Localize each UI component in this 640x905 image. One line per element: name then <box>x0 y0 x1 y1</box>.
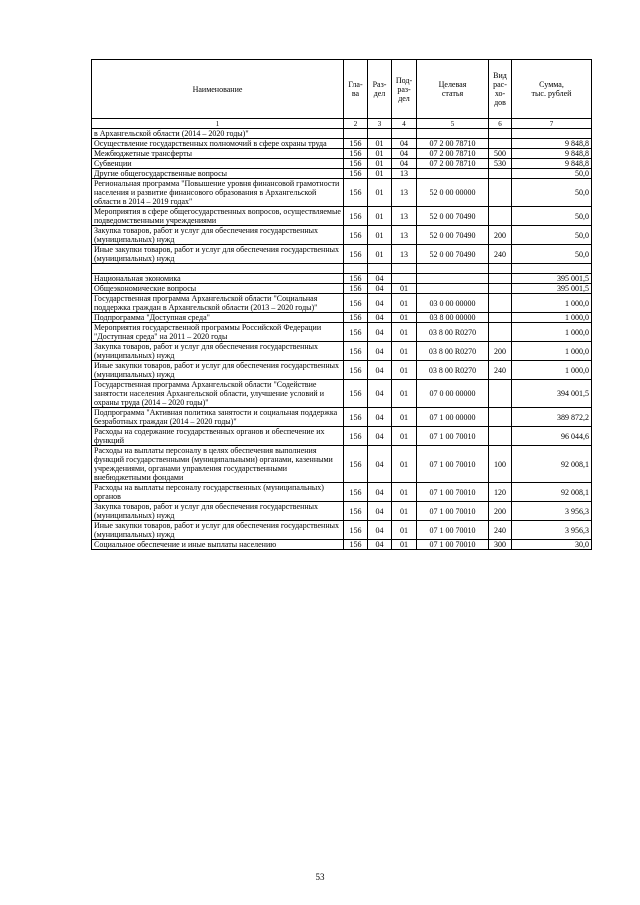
row-section <box>368 264 392 274</box>
row-expense-type: 240 <box>489 245 512 264</box>
row-section: 04 <box>368 361 392 380</box>
budget-table <box>91 59 592 550</box>
row-subsection: 01 <box>392 323 417 342</box>
row-section: 04 <box>368 294 392 313</box>
table-row <box>92 274 592 284</box>
row-name: Закупка товаров, работ и услуг для обеспечения государственных (муниципальных) нужд <box>92 342 344 361</box>
row-chapter: 156 <box>344 521 368 540</box>
row-subsection <box>392 264 417 274</box>
row-target-article <box>417 264 489 274</box>
row-subsection: 01 <box>392 313 417 323</box>
row-target-article: 03 0 00 00000 <box>417 294 489 313</box>
row-target-article: 07 1 00 70010 <box>417 427 489 446</box>
row-expense-type: 240 <box>489 361 512 380</box>
row-sum: 9 848,8 <box>512 149 592 159</box>
row-section: 01 <box>368 207 392 226</box>
table-row <box>92 226 592 245</box>
header-sum: Сумма, тыс. рублей <box>512 60 592 119</box>
column-number: 2 <box>344 119 368 129</box>
row-subsection: 13 <box>392 179 417 207</box>
row-section: 04 <box>368 408 392 427</box>
row-section: 04 <box>368 323 392 342</box>
row-chapter: 156 <box>344 446 368 483</box>
row-sum: 1 000,0 <box>512 342 592 361</box>
table-row <box>92 408 592 427</box>
row-name: Закупка товаров, работ и услуг для обеспечения государственных (муниципальных) нужд <box>92 226 344 245</box>
row-sum: 96 044,6 <box>512 427 592 446</box>
row-chapter: 156 <box>344 323 368 342</box>
row-name: Региональная программа "Повышение уровня финансовой грамотности населения и развитие финансового образования в Архангельской области в 2014 – 2019 годах" <box>92 179 344 207</box>
row-expense-type: 240 <box>489 521 512 540</box>
row-subsection: 01 <box>392 521 417 540</box>
row-target-article: 52 0 00 70490 <box>417 226 489 245</box>
row-sum: 50,0 <box>512 179 592 207</box>
row-expense-type <box>489 313 512 323</box>
row-name: Мероприятия государственной программы Российской Федерации "Доступная среда" на 2011 – 2020 годы <box>92 323 344 342</box>
row-target-article: 07 1 00 70010 <box>417 446 489 483</box>
row-subsection: 04 <box>392 139 417 149</box>
row-sum: 50,0 <box>512 226 592 245</box>
column-number: 7 <box>512 119 592 129</box>
row-name: Подпрограмма "Доступная среда" <box>92 313 344 323</box>
row-target-article: 07 1 00 00000 <box>417 408 489 427</box>
table-row <box>92 139 592 149</box>
row-target-article: 03 8 00 R0270 <box>417 323 489 342</box>
row-name: Иные закупки товаров, работ и услуг для обеспечения государственных (муниципальных) нужд <box>92 361 344 380</box>
column-number-row <box>92 119 592 129</box>
row-section: 01 <box>368 149 392 159</box>
row-target-article: 07 2 00 78710 <box>417 139 489 149</box>
row-chapter: 156 <box>344 427 368 446</box>
row-chapter: 156 <box>344 226 368 245</box>
row-chapter <box>344 264 368 274</box>
table-row <box>92 342 592 361</box>
row-sum: 9 848,8 <box>512 159 592 169</box>
row-sum: 92 008,1 <box>512 446 592 483</box>
table-row <box>92 284 592 294</box>
row-section: 01 <box>368 179 392 207</box>
table-header-row <box>92 60 592 119</box>
row-name: Межбюджетные трансферты <box>92 149 344 159</box>
table-row <box>92 129 592 139</box>
row-expense-type: 100 <box>489 446 512 483</box>
row-name: Расходы на выплаты персоналу государственных (муниципальных) органов <box>92 483 344 502</box>
row-name: Социальное обеспечение и иные выплаты населению <box>92 540 344 550</box>
table-row <box>92 380 592 408</box>
row-expense-type <box>489 207 512 226</box>
row-chapter: 156 <box>344 313 368 323</box>
table-row <box>92 313 592 323</box>
row-name: Расходы на выплаты персоналу в целях обеспечения выполнения функций государственными (муниципальными) органами, казенными учреждениями, органами управления государственными внебюджетными фондами <box>92 446 344 483</box>
table-row <box>92 294 592 313</box>
row-expense-type: 300 <box>489 540 512 550</box>
table-row <box>92 149 592 159</box>
table-row <box>92 159 592 169</box>
table-row <box>92 207 592 226</box>
header-section: Раз- дел <box>368 60 392 119</box>
row-section <box>368 129 392 139</box>
table-body <box>92 129 592 550</box>
row-target-article <box>417 274 489 284</box>
row-target-article: 07 2 00 78710 <box>417 159 489 169</box>
row-sum: 9 848,8 <box>512 139 592 149</box>
row-section: 01 <box>368 159 392 169</box>
row-chapter <box>344 129 368 139</box>
row-sum: 389 872,2 <box>512 408 592 427</box>
row-chapter: 156 <box>344 149 368 159</box>
row-chapter: 156 <box>344 502 368 521</box>
row-chapter: 156 <box>344 284 368 294</box>
row-chapter: 156 <box>344 361 368 380</box>
row-expense-type <box>489 427 512 446</box>
budget-document-page <box>91 59 591 550</box>
row-subsection: 01 <box>392 483 417 502</box>
row-chapter: 156 <box>344 483 368 502</box>
table-row <box>92 521 592 540</box>
table-row <box>92 179 592 207</box>
row-chapter: 156 <box>344 169 368 179</box>
row-name: Субвенции <box>92 159 344 169</box>
row-section: 01 <box>368 226 392 245</box>
row-name: в Архангельской области (2014 – 2020 годы)" <box>92 129 344 139</box>
row-sum: 395 001,5 <box>512 274 592 284</box>
column-number: 4 <box>392 119 417 129</box>
table-row <box>92 323 592 342</box>
row-target-article: 07 0 00 00000 <box>417 380 489 408</box>
row-section: 04 <box>368 427 392 446</box>
table-row <box>92 483 592 502</box>
row-name: Национальная экономика <box>92 274 344 284</box>
table-row <box>92 361 592 380</box>
row-expense-type <box>489 380 512 408</box>
row-target-article <box>417 169 489 179</box>
row-subsection: 01 <box>392 502 417 521</box>
row-target-article: 03 8 00 R0270 <box>417 342 489 361</box>
table-row <box>92 264 592 274</box>
row-target-article: 03 8 00 00000 <box>417 313 489 323</box>
header-target: Целевая статья <box>417 60 489 119</box>
row-subsection <box>392 129 417 139</box>
row-chapter: 156 <box>344 408 368 427</box>
row-section: 04 <box>368 284 392 294</box>
row-expense-type <box>489 408 512 427</box>
row-sum: 1 000,0 <box>512 313 592 323</box>
row-sum: 394 001,5 <box>512 380 592 408</box>
row-chapter: 156 <box>344 342 368 361</box>
row-expense-type <box>489 179 512 207</box>
row-expense-type <box>489 139 512 149</box>
row-section: 04 <box>368 483 392 502</box>
row-subsection: 13 <box>392 207 417 226</box>
row-name: Государственная программа Архангельской области "Социальная поддержка граждан в Архангельской области (2013 – 2020 годы)" <box>92 294 344 313</box>
row-sum <box>512 264 592 274</box>
row-expense-type <box>489 264 512 274</box>
row-sum: 30,0 <box>512 540 592 550</box>
row-subsection: 01 <box>392 342 417 361</box>
row-sum <box>512 129 592 139</box>
row-subsection: 01 <box>392 427 417 446</box>
row-subsection: 01 <box>392 446 417 483</box>
row-name <box>92 264 344 274</box>
row-sum: 50,0 <box>512 169 592 179</box>
row-expense-type <box>489 323 512 342</box>
row-subsection: 01 <box>392 294 417 313</box>
row-subsection: 04 <box>392 149 417 159</box>
row-chapter: 156 <box>344 380 368 408</box>
row-target-article: 52 0 00 00000 <box>417 179 489 207</box>
row-name: Подпрограмма "Активная политика занятости и социальная поддержка безработных граждан (2014 – 2020 годы)" <box>92 408 344 427</box>
row-name: Государственная программа Архангельской области "Содействие занятости населения Архангельской области, улучшение условий и охраны труда (2014 – 2020 годы)" <box>92 380 344 408</box>
row-sum: 1 000,0 <box>512 361 592 380</box>
row-subsection: 01 <box>392 361 417 380</box>
row-target-article: 52 0 00 70490 <box>417 207 489 226</box>
page-number: 53 <box>315 872 325 882</box>
row-chapter: 156 <box>344 274 368 284</box>
table-row <box>92 540 592 550</box>
row-expense-type <box>489 169 512 179</box>
header-chapter: Гла- ва <box>344 60 368 119</box>
row-section: 01 <box>368 169 392 179</box>
row-expense-type: 200 <box>489 342 512 361</box>
row-section: 04 <box>368 446 392 483</box>
column-number: 1 <box>92 119 344 129</box>
row-subsection: 01 <box>392 380 417 408</box>
row-section: 04 <box>368 380 392 408</box>
row-name: Иные закупки товаров, работ и услуг для обеспечения государственных (муниципальных) нужд <box>92 521 344 540</box>
row-subsection: 13 <box>392 169 417 179</box>
row-expense-type <box>489 284 512 294</box>
row-subsection <box>392 274 417 284</box>
row-chapter: 156 <box>344 179 368 207</box>
table-row <box>92 427 592 446</box>
row-target-article: 07 1 00 70010 <box>417 521 489 540</box>
row-subsection: 01 <box>392 284 417 294</box>
row-subsection: 01 <box>392 408 417 427</box>
header-name: Наименование <box>92 60 344 119</box>
row-expense-type: 500 <box>489 149 512 159</box>
row-section: 04 <box>368 313 392 323</box>
row-sum: 395 001,5 <box>512 284 592 294</box>
column-number: 3 <box>368 119 392 129</box>
row-subsection: 13 <box>392 245 417 264</box>
row-subsection: 01 <box>392 540 417 550</box>
row-chapter: 156 <box>344 294 368 313</box>
row-sum: 3 956,3 <box>512 502 592 521</box>
row-section: 01 <box>368 245 392 264</box>
row-expense-type <box>489 129 512 139</box>
row-expense-type: 120 <box>489 483 512 502</box>
row-section: 04 <box>368 342 392 361</box>
row-section: 04 <box>368 521 392 540</box>
row-chapter: 156 <box>344 139 368 149</box>
row-target-article <box>417 284 489 294</box>
row-section: 04 <box>368 274 392 284</box>
row-subsection: 13 <box>392 226 417 245</box>
row-chapter: 156 <box>344 245 368 264</box>
row-expense-type <box>489 294 512 313</box>
table-row <box>92 446 592 483</box>
row-subsection: 04 <box>392 159 417 169</box>
row-sum: 3 956,3 <box>512 521 592 540</box>
row-target-article: 03 8 00 R0270 <box>417 361 489 380</box>
row-section: 04 <box>368 540 392 550</box>
row-name: Расходы на содержание государственных органов и обеспечение их функций <box>92 427 344 446</box>
row-chapter: 156 <box>344 540 368 550</box>
row-target-article: 07 1 00 70010 <box>417 540 489 550</box>
row-name: Другие общегосударственные вопросы <box>92 169 344 179</box>
row-expense-type: 200 <box>489 502 512 521</box>
table-row <box>92 245 592 264</box>
column-number: 6 <box>489 119 512 129</box>
row-sum: 1 000,0 <box>512 323 592 342</box>
row-expense-type: 200 <box>489 226 512 245</box>
row-section: 01 <box>368 139 392 149</box>
table-row <box>92 502 592 521</box>
row-sum: 50,0 <box>512 207 592 226</box>
row-name: Общеэкономические вопросы <box>92 284 344 294</box>
row-section: 04 <box>368 502 392 521</box>
row-target-article: 07 2 00 78710 <box>417 149 489 159</box>
header-expense-type: Вид рас- хо- дов <box>489 60 512 119</box>
row-name: Мероприятия в сфере общегосударственных вопросов, осуществляемые подведомственными учреждениями <box>92 207 344 226</box>
table-row <box>92 169 592 179</box>
row-target-article: 52 0 00 70490 <box>417 245 489 264</box>
header-subsection: Под- раз- дел <box>392 60 417 119</box>
column-number: 5 <box>417 119 489 129</box>
row-chapter: 156 <box>344 207 368 226</box>
row-target-article: 07 1 00 70010 <box>417 502 489 521</box>
row-sum: 1 000,0 <box>512 294 592 313</box>
row-expense-type <box>489 274 512 284</box>
row-target-article <box>417 129 489 139</box>
row-name: Осуществление государственных полномочий в сфере охраны труда <box>92 139 344 149</box>
row-name: Закупка товаров, работ и услуг для обеспечения государственных (муниципальных) нужд <box>92 502 344 521</box>
row-chapter: 156 <box>344 159 368 169</box>
row-sum: 50,0 <box>512 245 592 264</box>
row-expense-type: 530 <box>489 159 512 169</box>
row-target-article: 07 1 00 70010 <box>417 483 489 502</box>
row-name: Иные закупки товаров, работ и услуг для обеспечения государственных (муниципальных) нужд <box>92 245 344 264</box>
row-sum: 92 008,1 <box>512 483 592 502</box>
